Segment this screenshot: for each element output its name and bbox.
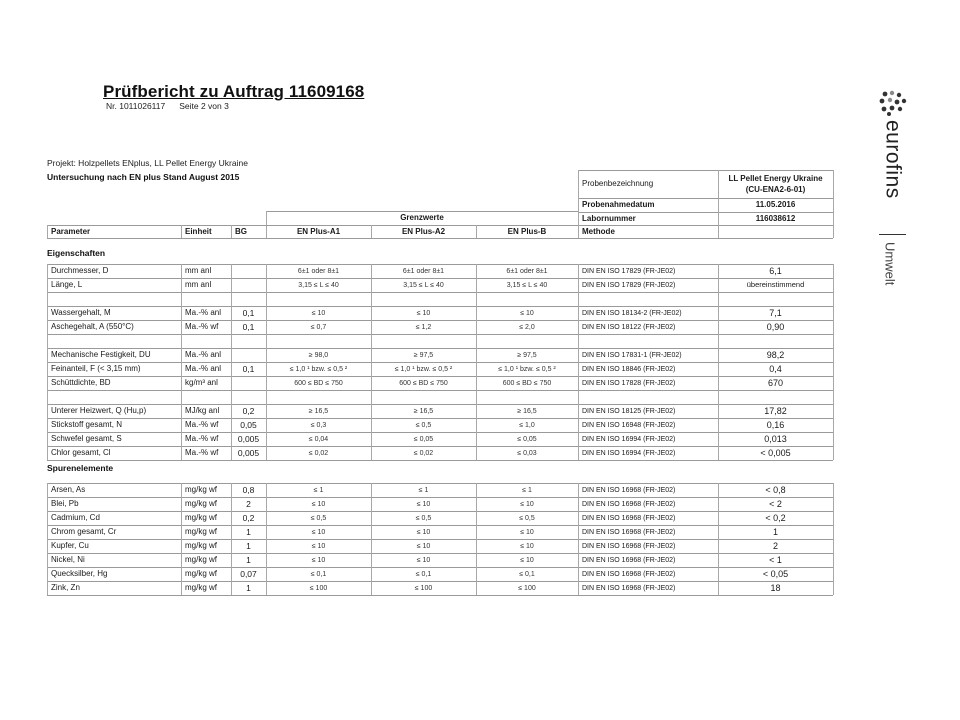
limit-a2-cell: ≤ 1,2 bbox=[415, 323, 432, 331]
table-rule bbox=[718, 483, 719, 595]
method-cell: DIN EN ISO 17829 (FR-JE02) bbox=[582, 281, 676, 289]
section-title: Eigenschaften bbox=[47, 248, 106, 258]
table-rule bbox=[371, 264, 372, 460]
parameter-cell: Unterer Heizwert, Q (Hu,p) bbox=[51, 406, 147, 415]
limit-a2-cell: 600 ≤ BD ≤ 750 bbox=[399, 379, 448, 387]
unit-cell: mm anl bbox=[185, 280, 212, 289]
section-title: Spurenelemente bbox=[47, 463, 114, 473]
bg-cell bbox=[231, 278, 266, 292]
limit-a2-cell: ≤ 0,05 bbox=[413, 435, 434, 443]
method-cell: DIN EN ISO 16968 (FR-JE02) bbox=[582, 486, 676, 494]
limit-b-cell: ≤ 10 bbox=[520, 542, 534, 550]
result-cell: 0,013 bbox=[764, 433, 787, 444]
limit-a2-cell: ≤ 0,5 bbox=[415, 421, 432, 429]
spacer-row bbox=[47, 334, 833, 348]
lab-number-value: 116038612 bbox=[755, 213, 796, 223]
limit-a2-cell: 3,15 ≤ L ≤ 40 bbox=[403, 281, 444, 289]
table-rule bbox=[47, 460, 833, 461]
limit-a2-cell: ≤ 10 bbox=[416, 309, 431, 317]
parameter-cell: Blei, Pb bbox=[51, 499, 79, 508]
limit-a1-cell: 3,15 ≤ L ≤ 40 bbox=[298, 281, 339, 289]
limit-a2-cell: ≤ 10 bbox=[416, 542, 431, 550]
table-rule bbox=[476, 264, 477, 460]
table-rule bbox=[181, 264, 182, 460]
parameter-cell: Durchmesser, D bbox=[51, 266, 109, 275]
limit-a2-cell: ≥ 97,5 bbox=[413, 351, 434, 359]
unit-cell: mg/kg wf bbox=[185, 555, 218, 564]
unit-cell: Ma.-% anl bbox=[185, 364, 222, 373]
limit-b-cell: ≤ 0,5 bbox=[519, 514, 535, 522]
result-cell: 17,82 bbox=[764, 405, 787, 416]
table-rule bbox=[833, 264, 834, 460]
study-line: Untersuchung nach EN plus Stand August 2015 bbox=[47, 172, 240, 182]
result-cell: < 0,2 bbox=[765, 512, 786, 523]
parameter-cell: Stickstoff gesamt, N bbox=[51, 420, 122, 429]
bg-cell bbox=[231, 376, 266, 390]
unit-cell: mg/kg wf bbox=[185, 583, 218, 592]
bg-cell: 1 bbox=[246, 582, 251, 593]
bg-cell: 0,1 bbox=[242, 363, 255, 374]
result-cell: < 0,05 bbox=[762, 568, 789, 579]
method-cell: DIN EN ISO 16968 (FR-JE02) bbox=[582, 542, 676, 550]
table-rule bbox=[181, 483, 182, 595]
parameter-cell: Mechanische Festigkeit, DU bbox=[51, 350, 151, 359]
result-cell: 670 bbox=[767, 377, 784, 388]
method-cell: DIN EN ISO 18122 (FR-JE02) bbox=[582, 323, 676, 331]
limit-a2-cell: ≥ 16,5 bbox=[413, 407, 434, 415]
limit-a2-cell: ≤ 10 bbox=[416, 556, 431, 564]
limit-b-cell: ≥ 16,5 bbox=[517, 407, 537, 415]
limit-b-cell: 600 ≤ BD ≤ 750 bbox=[502, 379, 552, 387]
parameter-cell: Quecksilber, Hg bbox=[51, 569, 108, 578]
limit-a1-cell: ≤ 0,5 bbox=[310, 514, 327, 522]
table-rule bbox=[578, 264, 579, 460]
method-cell: DIN EN ISO 18846 (FR-JE02) bbox=[582, 365, 676, 373]
unit-cell: Ma.-% wf bbox=[185, 322, 219, 331]
limit-a2-cell: ≤ 1 bbox=[418, 486, 429, 494]
unit-cell: mg/kg wf bbox=[185, 569, 218, 578]
bg-cell: 0,2 bbox=[242, 405, 255, 416]
bg-cell: 0,1 bbox=[242, 307, 255, 318]
parameter-cell: Länge, L bbox=[51, 280, 83, 289]
result-cell: 18 bbox=[770, 582, 781, 593]
unit-cell: mg/kg wf bbox=[185, 527, 218, 536]
limit-a1-cell: ≤ 10 bbox=[311, 500, 326, 508]
result-cell: < 1 bbox=[769, 554, 782, 565]
method-cell: DIN EN ISO 16994 (FR-JE02) bbox=[582, 449, 676, 457]
limit-b-cell: ≤ 0,05 bbox=[517, 435, 537, 443]
limit-b-cell: ≤ 0,03 bbox=[517, 449, 537, 457]
eurofins-dots-icon bbox=[878, 90, 908, 116]
limit-a1-cell: 6±1 oder 8±1 bbox=[297, 267, 340, 275]
report-number: Nr. 1011026117 bbox=[106, 101, 166, 111]
limit-a2-cell: ≤ 0,5 bbox=[415, 514, 432, 522]
method-cell: DIN EN ISO 17831-1 (FR-JE02) bbox=[582, 351, 682, 359]
result-cell: 7,1 bbox=[769, 307, 782, 318]
column-header-bg: BG bbox=[235, 226, 247, 236]
result-cell: 1 bbox=[772, 526, 778, 537]
bg-cell: 1 bbox=[246, 554, 251, 565]
limit-a2-cell: ≤ 1,0 ¹ bzw. ≤ 0,5 ² bbox=[394, 365, 453, 373]
spacer-row bbox=[47, 292, 833, 306]
project-line: Projekt: Holzpellets ENplus, LL Pellet Energy Ukraine bbox=[47, 158, 248, 168]
unit-cell: Ma.-% wf bbox=[185, 448, 219, 457]
parameter-cell: Cadmium, Cd bbox=[51, 513, 100, 522]
table-rule bbox=[371, 483, 372, 595]
column-header-en-plus-b: EN Plus-B bbox=[507, 226, 547, 236]
limit-a1-cell: ≤ 10 bbox=[311, 556, 326, 564]
sample-box-rule bbox=[578, 238, 833, 239]
table-rule bbox=[833, 483, 834, 595]
bg-cell: 1 bbox=[246, 540, 251, 551]
limit-b-cell: ≤ 10 bbox=[520, 528, 534, 536]
method-cell: DIN EN ISO 16968 (FR-JE02) bbox=[582, 570, 676, 578]
report-title: Prüfbericht zu Auftrag 11609168 bbox=[103, 82, 365, 101]
logo-divider bbox=[879, 234, 906, 235]
limit-a1-cell: ≤ 0,3 bbox=[310, 421, 327, 429]
limit-b-cell: ≤ 2,0 bbox=[519, 323, 535, 331]
method-cell: DIN EN ISO 16968 (FR-JE02) bbox=[582, 556, 676, 564]
sample-date-label: Probenahmedatum bbox=[582, 200, 655, 209]
limit-a1-cell: ≤ 0,1 bbox=[310, 570, 327, 578]
brand-name: eurofins bbox=[881, 120, 905, 199]
sample-name-line-1: LL Pellet Energy Ukraine bbox=[728, 173, 823, 183]
bg-cell: 0,05 bbox=[240, 419, 257, 430]
result-cell: 6,1 bbox=[769, 265, 782, 276]
method-label: Methode bbox=[582, 226, 615, 236]
limit-a2-cell: ≤ 10 bbox=[416, 528, 431, 536]
bg-cell: 0,07 bbox=[240, 568, 257, 579]
limit-a1-cell: ≤ 10 bbox=[311, 309, 326, 317]
limit-b-cell: ≤ 1,0 ¹ bzw. ≤ 0,5 ² bbox=[498, 365, 556, 373]
limit-a2-cell: ≤ 100 bbox=[414, 584, 433, 592]
result-cell: < 0,8 bbox=[765, 484, 786, 495]
limit-a1-cell: ≤ 0,04 bbox=[308, 435, 329, 443]
parameter-cell: Chlor gesamt, Cl bbox=[51, 448, 111, 457]
result-cell: < 2 bbox=[769, 498, 782, 509]
unit-cell: MJ/kg anl bbox=[185, 406, 220, 415]
parameter-cell: Chrom gesamt, Cr bbox=[51, 527, 117, 536]
result-cell: 98,2 bbox=[766, 349, 785, 360]
table-rule bbox=[47, 483, 48, 595]
column-header-en-plus-a2: EN Plus-A2 bbox=[401, 226, 446, 236]
unit-cell: mg/kg wf bbox=[185, 499, 218, 508]
limit-a1-cell: ≤ 1,0 ¹ bzw. ≤ 0,5 ² bbox=[289, 365, 348, 373]
limit-b-cell: ≤ 100 bbox=[518, 584, 536, 592]
unit-cell: mm anl bbox=[185, 266, 212, 275]
method-cell: DIN EN ISO 17828 (FR-JE02) bbox=[582, 379, 676, 387]
limit-a1-cell: ≤ 10 bbox=[311, 542, 326, 550]
sample-name-label: Probenbezeichnung bbox=[582, 179, 654, 188]
limit-b-cell: ≤ 10 bbox=[520, 500, 534, 508]
parameter-cell: Wassergehalt, M bbox=[51, 308, 111, 317]
limit-a1-cell: ≤ 0,02 bbox=[308, 449, 329, 457]
unit-cell: mg/kg wf bbox=[185, 513, 218, 522]
sample-name-line-2: (CU-ENA2-6-01) bbox=[745, 184, 806, 194]
method-cell: DIN EN ISO 18125 (FR-JE02) bbox=[582, 407, 676, 415]
unit-cell: Ma.-% wf bbox=[185, 420, 219, 429]
limit-a1-cell: 600 ≤ BD ≤ 750 bbox=[294, 379, 343, 387]
method-cell: DIN EN ISO 16968 (FR-JE02) bbox=[582, 500, 676, 508]
result-cell: 0,4 bbox=[769, 363, 782, 374]
limits-group-header: Grenzwerte bbox=[400, 213, 444, 222]
result-cell: 2 bbox=[772, 540, 778, 551]
result-cell: 0,16 bbox=[766, 419, 785, 430]
column-header-rule bbox=[47, 238, 578, 239]
result-cell: 0,90 bbox=[766, 321, 785, 332]
bg-cell: 0,005 bbox=[237, 433, 260, 444]
limit-b-cell: ≤ 10 bbox=[520, 556, 534, 564]
column-header-parameter: Parameter bbox=[51, 226, 91, 236]
limit-a1-cell: ≤ 0,7 bbox=[310, 323, 327, 331]
unit-cell: mg/kg wf bbox=[185, 541, 218, 550]
parameter-cell: Zink, Zn bbox=[51, 583, 80, 592]
limit-b-cell: ≤ 1,0 bbox=[519, 421, 535, 429]
unit-cell: kg/m³ anl bbox=[185, 378, 218, 387]
limit-b-cell: ≥ 97,5 bbox=[517, 351, 537, 359]
table-rule bbox=[578, 483, 579, 595]
limit-a1-cell: ≤ 100 bbox=[309, 584, 328, 592]
table-rule bbox=[231, 264, 232, 460]
parameter-cell: Schwefel gesamt, S bbox=[51, 434, 122, 443]
report-subtitle bbox=[106, 101, 229, 111]
bg-cell: 0,005 bbox=[237, 447, 260, 458]
limit-b-cell: ≤ 1 bbox=[522, 486, 532, 494]
parameter-cell: Kupfer, Cu bbox=[51, 541, 89, 550]
limit-a2-cell: ≤ 0,1 bbox=[415, 570, 432, 578]
method-cell: DIN EN ISO 16994 (FR-JE02) bbox=[582, 435, 676, 443]
result-cell: übereinstimmend bbox=[746, 280, 805, 290]
limit-a1-cell: ≥ 16,5 bbox=[308, 407, 329, 415]
limit-a2-cell: ≤ 0,02 bbox=[413, 449, 434, 457]
bg-cell: 0,8 bbox=[242, 484, 255, 495]
method-cell: DIN EN ISO 17829 (FR-JE02) bbox=[582, 267, 676, 275]
parameter-cell: Arsen, As bbox=[51, 485, 86, 494]
limit-a1-cell: ≥ 98,0 bbox=[308, 351, 329, 359]
unit-cell: Ma.-% anl bbox=[185, 350, 222, 359]
limit-b-cell: 3,15 ≤ L ≤ 40 bbox=[506, 281, 548, 289]
result-cell: < 0,005 bbox=[760, 447, 791, 458]
method-cell: DIN EN ISO 16968 (FR-JE02) bbox=[582, 584, 676, 592]
table-rule bbox=[718, 264, 719, 460]
spacer-row bbox=[47, 390, 833, 404]
column-header-unit: Einheit bbox=[185, 226, 212, 236]
eurofins-logo bbox=[868, 90, 918, 300]
sample-name-value bbox=[718, 170, 833, 198]
parameter-cell: Aschegehalt, A (550°C) bbox=[51, 322, 134, 331]
table-rule bbox=[231, 483, 232, 595]
bg-cell bbox=[231, 264, 266, 278]
parameter-cell: Schüttdichte, BD bbox=[51, 378, 111, 387]
bg-cell: 1 bbox=[246, 526, 251, 537]
page-indicator: Seite 2 von 3 bbox=[179, 101, 229, 111]
unit-cell: mg/kg wf bbox=[185, 485, 218, 494]
limit-a2-cell: ≤ 10 bbox=[416, 500, 431, 508]
limit-a1-cell: ≤ 10 bbox=[311, 528, 326, 536]
limit-b-cell: 6±1 oder 8±1 bbox=[506, 267, 548, 275]
limit-a1-cell: ≤ 1 bbox=[313, 486, 324, 494]
method-cell: DIN EN ISO 18134-2 (FR-JE02) bbox=[582, 309, 682, 317]
limit-b-cell: ≤ 0,1 bbox=[519, 570, 535, 578]
bg-cell: 0,1 bbox=[242, 321, 255, 332]
method-cell: DIN EN ISO 16948 (FR-JE02) bbox=[582, 421, 676, 429]
limit-b-cell: ≤ 10 bbox=[520, 309, 534, 317]
lab-number-label: Labornummer bbox=[582, 213, 636, 223]
sample-date-value: 11.05.2016 bbox=[755, 200, 796, 209]
parameter-cell: Feinanteil, F (< 3,15 mm) bbox=[51, 364, 141, 373]
division-name: Umwelt bbox=[882, 242, 898, 286]
bg-cell: 2 bbox=[246, 498, 251, 509]
unit-cell: Ma.-% wf bbox=[185, 434, 219, 443]
bg-cell bbox=[231, 348, 266, 362]
column-header-en-plus-a1: EN Plus-A1 bbox=[296, 226, 341, 236]
parameter-cell: Nickel, Ni bbox=[51, 555, 85, 564]
table-rule bbox=[47, 595, 833, 596]
limit-a2-cell: 6±1 oder 8±1 bbox=[402, 267, 445, 275]
table-rule bbox=[476, 483, 477, 595]
method-cell: DIN EN ISO 16968 (FR-JE02) bbox=[582, 514, 676, 522]
table-rule bbox=[47, 264, 48, 460]
table-rule bbox=[266, 264, 267, 460]
bg-cell: 0,2 bbox=[242, 512, 255, 523]
table-rule bbox=[266, 483, 267, 595]
sample-box-rule bbox=[833, 170, 834, 238]
method-cell: DIN EN ISO 16968 (FR-JE02) bbox=[582, 528, 676, 536]
unit-cell: Ma.-% anl bbox=[185, 308, 222, 317]
